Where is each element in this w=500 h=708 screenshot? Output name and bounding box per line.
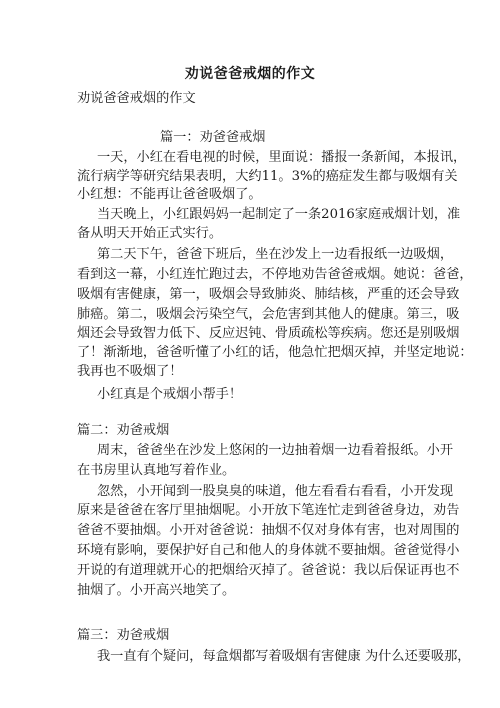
paragraph-line: 环境有影响，要保护好自己和他人的身体就不要抽烟。爸爸觉得小 — [77, 543, 460, 558]
paragraph-line: 我一直有个疑问，每盒烟都写着吸烟有害健康 为什么还要吸那， — [97, 649, 471, 664]
paragraph-line: 当天晚上，小红跟妈妈一起制定了一条2016家庭戒烟计划，准 — [97, 207, 461, 222]
paragraph-line: 烟还会导致智力低下、反应迟钝、骨质疏松等疾病。您还是别吸烟 — [77, 326, 460, 341]
section-heading-3: 篇三：劝爸戒烟 — [77, 628, 170, 643]
paragraph-line: 开说的有道理就开心的把烟给灭掉了。爸爸说：我以后保证再也不 — [77, 563, 460, 578]
paragraph-line: 抽烟了。小开高兴地笑了。 — [77, 583, 236, 598]
document-subtitle: 劝说爸爸戒烟的作文 — [77, 91, 196, 106]
paragraph-line: 吸烟有害健康，第一，吸烟会导致肺炎、肺结核，严重的还会导致 — [77, 287, 460, 302]
paragraph-line: 了！渐渐地，爸爸听懂了小红的话，他急忙把烟灭掉，并坚定地说： — [77, 345, 473, 360]
paragraph-line: 爸爸不要抽烟。小开对爸爸说：抽烟不仅对身体有害，也对周围的 — [77, 523, 460, 538]
paragraph-line: 我再也不吸烟了！ — [77, 364, 183, 379]
paragraph-line: 第二天下午，爸爸下班后，坐在沙发上一边看报纸一边吸烟， — [97, 247, 454, 262]
paragraph-line: 在书房里认真地写着作业。 — [77, 463, 236, 478]
paragraph-line: 看到这一幕，小红连忙跑过去，不停地劝告爸爸戒烟。她说：爸爸， — [77, 267, 473, 282]
paragraph-line: 原来是爸爸在客厅里抽烟呢。小开放下笔连忙走到爸爸身边，劝告 — [77, 503, 460, 518]
paragraph-line: 备从明天开始正式实行。 — [77, 226, 223, 241]
paragraph-line: 小红想：不能再让爸爸吸烟了。 — [77, 187, 262, 202]
paragraph-line: 一天，小红在看电视的时候，里面说：播报一条新闻，本报讯， — [97, 150, 467, 165]
paragraph-line: 流行病学等研究结果表明，大约11。3%的癌症发生都与吸烟有关 — [77, 169, 458, 184]
section-heading-1: 篇一：劝爸爸戒烟 — [160, 130, 266, 145]
paragraph-line: 肺癌。第二，吸烟会污染空气，会危害到其他人的健康。第三，吸 — [77, 307, 460, 322]
document-title: 劝说爸爸戒烟的作文 — [184, 66, 316, 82]
paragraph-line: 小红真是个戒烟小帮手！ — [97, 387, 243, 402]
section-heading-2: 篇二：劝爸戒烟 — [77, 423, 170, 438]
paragraph-line: 周末，爸爸坐在沙发上悠闲的一边抽着烟一边看着报纸。小开 — [97, 443, 454, 458]
paragraph-line: 忽然，小开闻到一股臭臭的味道，他左看看右看看，小开发现 — [97, 484, 454, 499]
